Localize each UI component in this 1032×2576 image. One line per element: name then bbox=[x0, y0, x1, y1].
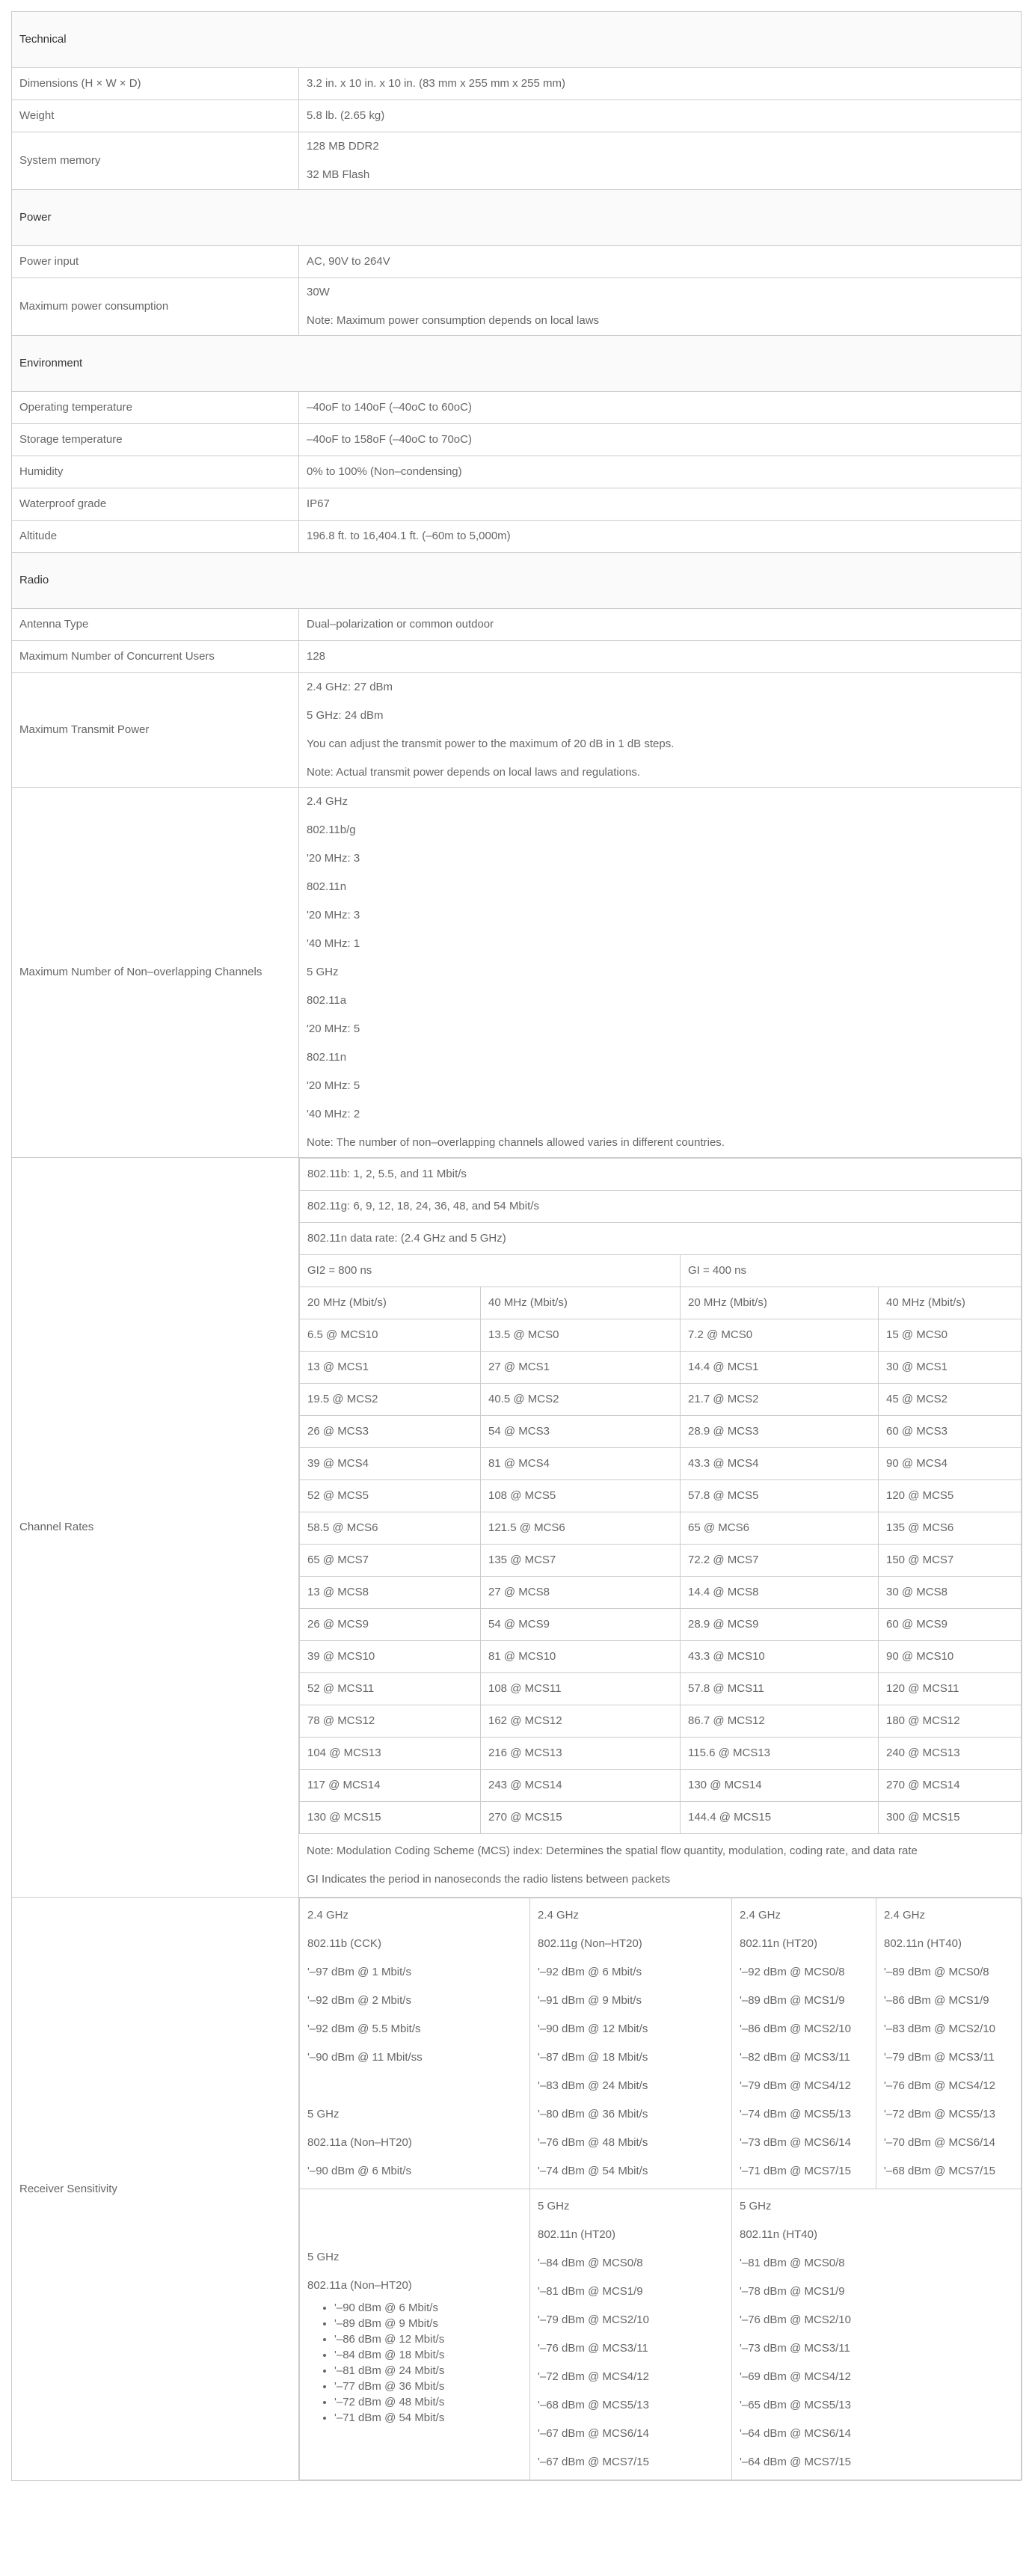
row-label-concurrent-users: Maximum Number of Concurrent Users bbox=[12, 641, 299, 673]
value-line: '–76 dBm @ 48 Mbit/s bbox=[538, 2136, 648, 2149]
rate-row bbox=[300, 1705, 1022, 1738]
rate-cell: 130 @ MCS14 bbox=[681, 1770, 879, 1802]
value-line: 5 GHz bbox=[307, 966, 339, 978]
row-value-operating-temperature: –40oF to 140oF (–40oC to 60oC) bbox=[299, 392, 1022, 424]
value-line: '20 MHz: 3 bbox=[307, 852, 360, 865]
value-line: 802.11n bbox=[307, 880, 347, 893]
rate-cell: 130 @ MCS15 bbox=[300, 1802, 481, 1834]
row-label-dimensions: Dimensions (H × W × D) bbox=[12, 68, 299, 100]
rate-row bbox=[300, 1384, 1022, 1416]
value-line: '20 MHz: 5 bbox=[307, 1079, 360, 1092]
value-line: '–64 dBm @ MCS7/15 bbox=[740, 2456, 851, 2468]
rate-cell: 240 @ MCS13 bbox=[879, 1738, 1022, 1770]
value-line: '–89 dBm @ MCS1/9 bbox=[740, 1994, 845, 2007]
rate-cell: 180 @ MCS12 bbox=[879, 1705, 1022, 1738]
bullet-item: • '–71 dBm @ 54 Mbit/s bbox=[334, 2410, 522, 2426]
row-value-weight: 5.8 lb. (2.65 kg) bbox=[299, 100, 1022, 132]
rate-cell: 43.3 @ MCS4 bbox=[681, 1448, 879, 1480]
value-line: '–73 dBm @ MCS3/11 bbox=[740, 2342, 850, 2355]
row-label-max-power-consumption: Maximum power consumption bbox=[12, 278, 299, 336]
rate-cell: 90 @ MCS10 bbox=[879, 1641, 1022, 1673]
value-line: '–70 dBm @ MCS6/14 bbox=[884, 2136, 995, 2149]
value-line: 802.11a (Non–HT20) bbox=[307, 2279, 412, 2292]
value-line: '–92 dBm @ 2 Mbit/s bbox=[307, 1994, 411, 2007]
rate-row bbox=[300, 1352, 1022, 1384]
value-line: '–72 dBm @ MCS4/12 bbox=[538, 2370, 649, 2383]
rate-cell: 60 @ MCS3 bbox=[879, 1416, 1022, 1448]
sensitivity-bullet-list bbox=[307, 2300, 522, 2426]
value-line: 802.11g (Non–HT20) bbox=[538, 1937, 642, 1950]
rate-cell: 121.5 @ MCS6 bbox=[481, 1512, 681, 1545]
rate-cell: 243 @ MCS14 bbox=[481, 1770, 681, 1802]
row-label-humidity: Humidity bbox=[12, 456, 299, 488]
column-header: 20 MHz (Mbit/s) bbox=[300, 1287, 481, 1319]
value-line: 802.11b/g bbox=[307, 824, 356, 836]
value-line: 2.4 GHz bbox=[538, 1909, 580, 1922]
rate-cell: 40.5 @ MCS2 bbox=[481, 1384, 681, 1416]
rate-cell: 104 @ MCS13 bbox=[300, 1738, 481, 1770]
row-label-altitude: Altitude bbox=[12, 521, 299, 553]
value-line: 802.11n (HT20) bbox=[740, 1937, 817, 1950]
rate-cell: 30 @ MCS8 bbox=[879, 1577, 1022, 1609]
row-label-operating-temperature: Operating temperature bbox=[12, 392, 299, 424]
value-line: '–91 dBm @ 9 Mbit/s bbox=[538, 1994, 642, 2007]
rate-row bbox=[300, 1770, 1022, 1802]
rate-cell: 43.3 @ MCS10 bbox=[681, 1641, 879, 1673]
bullet-item: • '–84 dBm @ 18 Mbit/s bbox=[334, 2347, 522, 2363]
column-header: 20 MHz (Mbit/s) bbox=[681, 1287, 879, 1319]
value-line: 5 GHz: 24 dBm bbox=[307, 709, 384, 722]
rate-cell: 54 @ MCS3 bbox=[481, 1416, 681, 1448]
bullet-item: • '–90 dBm @ 6 Mbit/s bbox=[334, 2300, 522, 2316]
row-value-non-overlapping-channels bbox=[299, 788, 1022, 1158]
rate-cell: 54 @ MCS9 bbox=[481, 1609, 681, 1641]
section-heading-environment: Environment bbox=[12, 336, 1022, 392]
value-line: '–76 dBm @ MCS3/11 bbox=[538, 2342, 648, 2355]
value-line: '–76 dBm @ MCS4/12 bbox=[884, 2079, 995, 2092]
value-line: '–74 dBm @ MCS5/13 bbox=[740, 2108, 851, 2120]
rate-cell: 28.9 @ MCS3 bbox=[681, 1416, 879, 1448]
rate-cell: 117 @ MCS14 bbox=[300, 1770, 481, 1802]
bullet-item: • '–86 dBm @ 12 Mbit/s bbox=[334, 2331, 522, 2347]
rate-row bbox=[300, 1545, 1022, 1577]
column-header: 40 MHz (Mbit/s) bbox=[481, 1287, 681, 1319]
row-label-waterproof-grade: Waterproof grade bbox=[12, 488, 299, 521]
rate-cell: 28.9 @ MCS9 bbox=[681, 1609, 879, 1641]
value-line: '–90 dBm @ 11 Mbit/ss bbox=[307, 2051, 423, 2064]
rate-row bbox=[300, 1673, 1022, 1705]
value-line: '40 MHz: 2 bbox=[307, 1108, 360, 1120]
row-value-antenna-type: Dual–polarization or common outdoor bbox=[299, 609, 1022, 641]
value-line: 802.11n (HT40) bbox=[740, 2228, 817, 2241]
rate-cell: 81 @ MCS10 bbox=[481, 1641, 681, 1673]
rate-cell: 52 @ MCS11 bbox=[300, 1673, 481, 1705]
value-line: '–72 dBm @ MCS5/13 bbox=[884, 2108, 995, 2120]
section-heading-radio: Radio bbox=[12, 553, 1022, 609]
row-value-waterproof-grade: IP67 bbox=[299, 488, 1022, 521]
value-line: '–92 dBm @ 6 Mbit/s bbox=[538, 1966, 642, 1978]
rate-row bbox=[300, 1448, 1022, 1480]
rate-cell: 57.8 @ MCS11 bbox=[681, 1673, 879, 1705]
sensitivity-cell-24ghz bbox=[732, 1898, 876, 2189]
value-line: '–67 dBm @ MCS7/15 bbox=[538, 2456, 649, 2468]
rate-cell: 52 @ MCS5 bbox=[300, 1480, 481, 1512]
rate-cell: 162 @ MCS12 bbox=[481, 1705, 681, 1738]
row-label-weight: Weight bbox=[12, 100, 299, 132]
rate-cell: 7.2 @ MCS0 bbox=[681, 1319, 879, 1352]
rate-cell: 216 @ MCS13 bbox=[481, 1738, 681, 1770]
value-line: '–79 dBm @ MCS3/11 bbox=[884, 2051, 995, 2064]
value-line: '–86 dBm @ MCS2/10 bbox=[740, 2023, 851, 2035]
row-value-max-power-consumption bbox=[299, 278, 1022, 336]
gi-header: GI2 = 800 ns bbox=[300, 1255, 681, 1287]
value-line: '–80 dBm @ 36 Mbit/s bbox=[538, 2108, 648, 2120]
value-line: '–84 dBm @ MCS0/8 bbox=[538, 2257, 643, 2269]
rate-cell: 15 @ MCS0 bbox=[879, 1319, 1022, 1352]
rate-cell: 13 @ MCS8 bbox=[300, 1577, 481, 1609]
bullet-item: • '–89 dBm @ 9 Mbit/s bbox=[334, 2316, 522, 2331]
bullet-item: • '–81 dBm @ 24 Mbit/s bbox=[334, 2363, 522, 2379]
value-line: '–82 dBm @ MCS3/11 bbox=[740, 2051, 850, 2064]
value-line: '–71 dBm @ MCS7/15 bbox=[740, 2165, 851, 2177]
channel-rates-notes bbox=[299, 1834, 1021, 1897]
sensitivity-cell-5ghz-ht20 bbox=[530, 2189, 732, 2480]
bullet-item: • '–77 dBm @ 36 Mbit/s bbox=[334, 2379, 522, 2394]
rate-cell: 120 @ MCS11 bbox=[879, 1673, 1022, 1705]
rate-cell: 21.7 @ MCS2 bbox=[681, 1384, 879, 1416]
value-line: '–73 dBm @ MCS6/14 bbox=[740, 2136, 851, 2149]
value-line: '–76 dBm @ MCS2/10 bbox=[740, 2313, 851, 2326]
rate-cell: 14.4 @ MCS1 bbox=[681, 1352, 879, 1384]
gi-header: GI = 400 ns bbox=[681, 1255, 1022, 1287]
value-line: '–81 dBm @ MCS1/9 bbox=[538, 2285, 643, 2298]
row-value-max-transmit-power bbox=[299, 673, 1022, 788]
row-label-non-overlapping-channels: Maximum Number of Non–overlapping Channels bbox=[12, 788, 299, 1158]
value-line: '–74 dBm @ 54 Mbit/s bbox=[538, 2165, 648, 2177]
value-line: 5 GHz bbox=[740, 2200, 772, 2212]
value-line: 32 MB Flash bbox=[307, 168, 370, 181]
section-heading-technical: Technical bbox=[12, 12, 1022, 68]
rate-cell: 65 @ MCS7 bbox=[300, 1545, 481, 1577]
rate-cell: 26 @ MCS9 bbox=[300, 1609, 481, 1641]
rate-cell: 27 @ MCS8 bbox=[481, 1577, 681, 1609]
rate-row bbox=[300, 1416, 1022, 1448]
rate-row bbox=[300, 1802, 1022, 1834]
rate-cell: 65 @ MCS6 bbox=[681, 1512, 879, 1545]
value-line: '–92 dBm @ MCS0/8 bbox=[740, 1966, 845, 1978]
sensitivity-cell-24ghz bbox=[300, 1898, 530, 2189]
row-label-power-input: Power input bbox=[12, 246, 299, 278]
rate-cell: 58.5 @ MCS6 bbox=[300, 1512, 481, 1545]
value-line: 30W bbox=[307, 286, 330, 298]
value-line: 802.11n (HT40) bbox=[884, 1937, 962, 1950]
rate-cell: 6.5 @ MCS10 bbox=[300, 1319, 481, 1352]
value-line: '–89 dBm @ MCS0/8 bbox=[884, 1966, 989, 1978]
receiver-sensitivity-table bbox=[299, 1898, 1022, 2480]
sensitivity-cell-24ghz bbox=[876, 1898, 1022, 2189]
spec-sheet bbox=[11, 11, 1021, 2481]
value-line: '40 MHz: 1 bbox=[307, 937, 360, 950]
row-value-system-memory bbox=[299, 132, 1022, 190]
value-line: '–79 dBm @ MCS2/10 bbox=[538, 2313, 649, 2326]
value-line: '–68 dBm @ MCS7/15 bbox=[884, 2165, 995, 2177]
rate-cell: 72.2 @ MCS7 bbox=[681, 1545, 879, 1577]
rate-cell: 270 @ MCS15 bbox=[481, 1802, 681, 1834]
rate-cell: 90 @ MCS4 bbox=[879, 1448, 1022, 1480]
value-line: Note: The number of non–overlapping channels allowed varies in different countries. bbox=[307, 1136, 725, 1149]
row-label-antenna-type: Antenna Type bbox=[12, 609, 299, 641]
rate-cell: 115.6 @ MCS13 bbox=[681, 1738, 879, 1770]
rate-row bbox=[300, 1641, 1022, 1673]
row-value-storage-temperature: –40oF to 158oF (–40oC to 70oC) bbox=[299, 424, 1022, 456]
rate-cell: 150 @ MCS7 bbox=[879, 1545, 1022, 1577]
rate-cell: 270 @ MCS14 bbox=[879, 1770, 1022, 1802]
value-line: 2.4 GHz bbox=[740, 1909, 781, 1922]
value-line: '–67 dBm @ MCS6/14 bbox=[538, 2427, 649, 2440]
value-line: 2.4 GHz bbox=[884, 1909, 926, 1922]
bullet-item: • '–72 dBm @ 48 Mbit/s bbox=[334, 2394, 522, 2410]
value-line: '–97 dBm @ 1 Mbit/s bbox=[307, 1966, 411, 1978]
value-line: '–81 dBm @ MCS0/8 bbox=[740, 2257, 845, 2269]
rate-cell: 14.4 @ MCS8 bbox=[681, 1577, 879, 1609]
value-line: Note: Actual transmit power depends on local laws and regulations. bbox=[307, 766, 641, 779]
value-line: '–65 dBm @ MCS5/13 bbox=[740, 2399, 851, 2411]
row-label-max-transmit-power: Maximum Transmit Power bbox=[12, 673, 299, 788]
value-line: '–69 dBm @ MCS4/12 bbox=[740, 2370, 851, 2383]
row-label-system-memory: System memory bbox=[12, 132, 299, 190]
value-line: 802.11a bbox=[307, 994, 347, 1007]
row-label-receiver-sensitivity: Receiver Sensitivity bbox=[12, 1898, 299, 2481]
column-header: 40 MHz (Mbit/s) bbox=[879, 1287, 1022, 1319]
rate-row bbox=[300, 1609, 1022, 1641]
rate-cell: 108 @ MCS5 bbox=[481, 1480, 681, 1512]
row-label-channel-rates: Channel Rates bbox=[12, 1158, 299, 1898]
value-line: 802.11n (HT20) bbox=[538, 2228, 615, 2241]
row-value-altitude: 196.8 ft. to 16,404.1 ft. (–60m to 5,000m) bbox=[299, 521, 1022, 553]
rate-cell: 135 @ MCS6 bbox=[879, 1512, 1022, 1545]
rate-cell: 26 @ MCS3 bbox=[300, 1416, 481, 1448]
value-line: '–90 dBm @ 12 Mbit/s bbox=[538, 2023, 648, 2035]
value-line: 2.4 GHz: 27 dBm bbox=[307, 681, 393, 693]
rate-line: 802.11b: 1, 2, 5.5, and 11 Mbit/s bbox=[300, 1159, 1022, 1191]
rate-cell: 300 @ MCS15 bbox=[879, 1802, 1022, 1834]
value-line: 802.11b (CCK) bbox=[307, 1937, 381, 1950]
value-line: '–68 dBm @ MCS5/13 bbox=[538, 2399, 649, 2411]
specifications-table bbox=[11, 11, 1022, 2481]
value-line: '20 MHz: 3 bbox=[307, 909, 360, 921]
sensitivity-cell-5ghz-11a bbox=[300, 2189, 530, 2480]
value-line: 802.11a (Non–HT20) bbox=[307, 2136, 412, 2149]
note-line: Note: Modulation Coding Scheme (MCS) index: Determines the spatial flow quantity, modulation, coding rate, and data rate bbox=[307, 1844, 918, 1857]
rate-cell: 27 @ MCS1 bbox=[481, 1352, 681, 1384]
rate-line: 802.11g: 6, 9, 12, 18, 24, 36, 48, and 54 Mbit/s bbox=[300, 1191, 1022, 1223]
row-value-dimensions: 3.2 in. x 10 in. x 10 in. (83 mm x 255 mm x 255 mm) bbox=[299, 68, 1022, 100]
value-line: You can adjust the transmit power to the maximum of 20 dB in 1 dB steps. bbox=[307, 737, 675, 750]
value-line: 2.4 GHz bbox=[307, 795, 348, 808]
sensitivity-cell-5ghz-ht40 bbox=[732, 2189, 1022, 2480]
value-line: 128 MB DDR2 bbox=[307, 140, 379, 153]
rate-cell: 13 @ MCS1 bbox=[300, 1352, 481, 1384]
rate-cell: 45 @ MCS2 bbox=[879, 1384, 1022, 1416]
rate-cell: 108 @ MCS11 bbox=[481, 1673, 681, 1705]
value-line: 2.4 GHz bbox=[307, 1909, 349, 1922]
value-line: '–78 dBm @ MCS1/9 bbox=[740, 2285, 845, 2298]
rate-cell: 19.5 @ MCS2 bbox=[300, 1384, 481, 1416]
row-value-channel-rates bbox=[299, 1158, 1022, 1898]
rate-cell: 120 @ MCS5 bbox=[879, 1480, 1022, 1512]
value-line: Note: Maximum power consumption depends on local laws bbox=[307, 314, 600, 327]
row-label-storage-temperature: Storage temperature bbox=[12, 424, 299, 456]
value-line: '–86 dBm @ MCS1/9 bbox=[884, 1994, 989, 2007]
rate-cell: 60 @ MCS9 bbox=[879, 1609, 1022, 1641]
value-line: '–79 dBm @ MCS4/12 bbox=[740, 2079, 851, 2092]
value-line: 5 GHz bbox=[307, 2251, 340, 2263]
sensitivity-cell-24ghz bbox=[530, 1898, 732, 2189]
value-line: '20 MHz: 5 bbox=[307, 1022, 360, 1035]
value-line: '–83 dBm @ MCS2/10 bbox=[884, 2023, 995, 2035]
rate-cell: 135 @ MCS7 bbox=[481, 1545, 681, 1577]
row-value-receiver-sensitivity bbox=[299, 1898, 1022, 2481]
rate-cell: 39 @ MCS10 bbox=[300, 1641, 481, 1673]
note-line: GI Indicates the period in nanoseconds the radio listens between packets bbox=[307, 1873, 671, 1886]
rate-cell: 86.7 @ MCS12 bbox=[681, 1705, 879, 1738]
rate-row bbox=[300, 1577, 1022, 1609]
rate-cell: 13.5 @ MCS0 bbox=[481, 1319, 681, 1352]
value-line: '–64 dBm @ MCS6/14 bbox=[740, 2427, 851, 2440]
value-line: '–90 dBm @ 6 Mbit/s bbox=[307, 2165, 411, 2177]
rate-cell: 39 @ MCS4 bbox=[300, 1448, 481, 1480]
rate-cell: 57.8 @ MCS5 bbox=[681, 1480, 879, 1512]
value-line: 5 GHz bbox=[307, 2108, 340, 2120]
rate-row bbox=[300, 1738, 1022, 1770]
rate-cell: 78 @ MCS12 bbox=[300, 1705, 481, 1738]
rate-row bbox=[300, 1480, 1022, 1512]
value-line: 5 GHz bbox=[538, 2200, 570, 2212]
value-line bbox=[307, 2072, 522, 2100]
rate-line: 802.11n data rate: (2.4 GHz and 5 GHz) bbox=[300, 1223, 1022, 1255]
rate-cell: 30 @ MCS1 bbox=[879, 1352, 1022, 1384]
rate-cell: 81 @ MCS4 bbox=[481, 1448, 681, 1480]
row-value-humidity: 0% to 100% (Non–condensing) bbox=[299, 456, 1022, 488]
rate-cell: 144.4 @ MCS15 bbox=[681, 1802, 879, 1834]
row-value-power-input: AC, 90V to 264V bbox=[299, 246, 1022, 278]
channel-rates-table bbox=[299, 1158, 1022, 1834]
value-line: '–92 dBm @ 5.5 Mbit/s bbox=[307, 2023, 421, 2035]
rate-row bbox=[300, 1319, 1022, 1352]
value-line: 802.11n bbox=[307, 1051, 347, 1064]
value-line: '–83 dBm @ 24 Mbit/s bbox=[538, 2079, 648, 2092]
section-heading-power: Power bbox=[12, 190, 1022, 246]
value-line: '–87 dBm @ 18 Mbit/s bbox=[538, 2051, 648, 2064]
row-value-concurrent-users: 128 bbox=[299, 641, 1022, 673]
rate-row bbox=[300, 1512, 1022, 1545]
